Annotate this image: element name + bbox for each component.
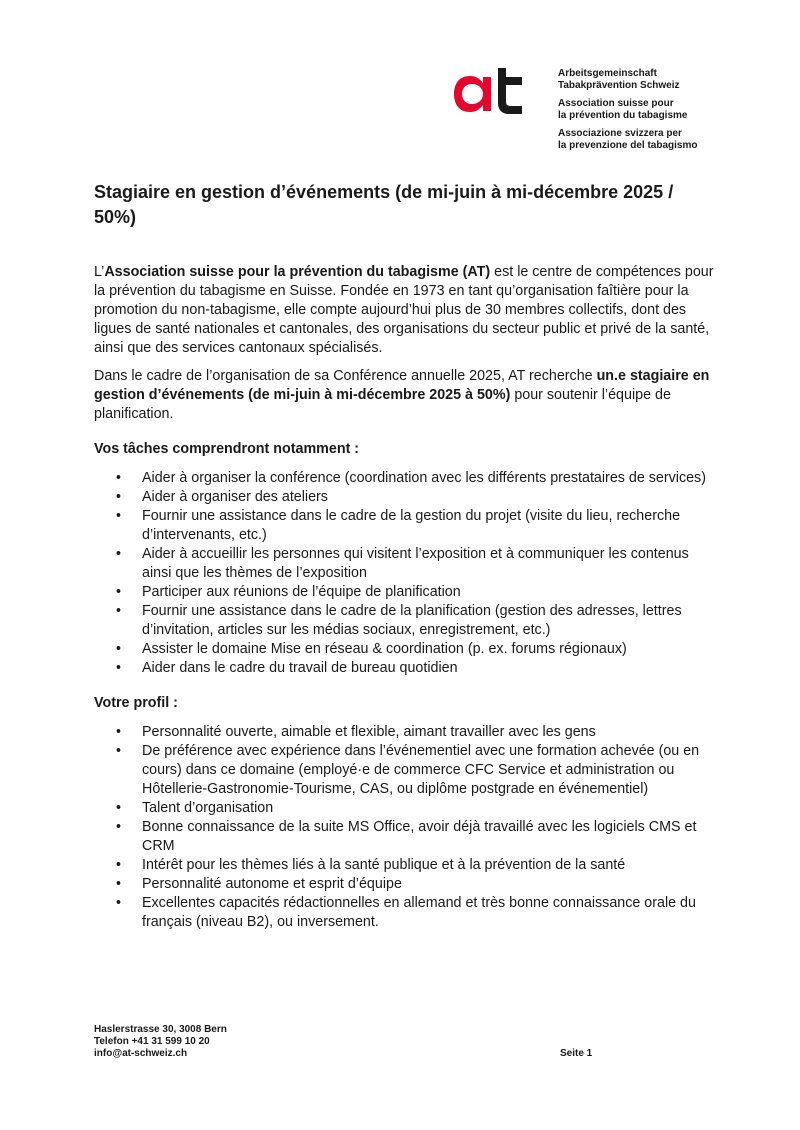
- list-item: • Participer aux réunions de l’équipe de planification: [116, 584, 461, 600]
- list-item: • Fournir une assistance dans le cadre de la gestion du projet (visite du lieu, recherche d’intervenants, etc.): [116, 508, 681, 543]
- list-item: • De préférence avec expérience dans l’événementiel avec une formation achevée (ou en cours) dans ce domaine (employé·e de commerce CFC Service et administration ou Hôtellerie-Gastronomie-Tourisme, CAS, ou diplôme postgrade en événementiel): [116, 743, 700, 797]
- logo-letter-a: [454, 76, 491, 112]
- list-item: • Bonne connaissance de la suite MS Office, avoir déjà travaillé avec les logiciels CMS et CRM: [116, 819, 697, 854]
- org-name-fr: Association suisse pour la prévention du tabagisme: [558, 98, 688, 121]
- list-item: • Aider dans le cadre du travail de bureau quotidien: [116, 660, 458, 676]
- organisation-names: [558, 68, 788, 158]
- org-name-it: Associazione svizzera per la prevenzione del tabagismo: [558, 128, 698, 151]
- page-number: Seite 1: [560, 1048, 593, 1059]
- list-item: • Excellentes capacités rédactionnelles en allemand et très bonne connaissance orale du français (niveau B2), ou inversement.: [116, 895, 696, 930]
- footer-phone: Telefon +41 31 599 10 20: [94, 1036, 210, 1047]
- list-item: • Personnalité ouverte, aimable et flexible, aimant travailler avec les gens: [116, 724, 596, 740]
- logo-letter-t: [498, 68, 522, 114]
- tasks-heading: Vos tâches comprendront notamment :: [94, 441, 360, 457]
- list-item: • Intérêt pour les thèmes liés à la santé publique et à la prévention de la santé: [116, 857, 626, 873]
- footer-address: Haslerstrasse 30, 3008 Bern: [94, 1024, 227, 1035]
- list-item: • Personnalité autonome et esprit d’équipe: [116, 876, 402, 892]
- at-logo-graphic: [452, 64, 528, 122]
- intro-paragraph-2: Dans le cadre de l’organisation de sa Conférence annuelle 2025, AT recherche un.e stagiaire en gestion d’événements (de mi-juin à mi-décembre 2025 à 50%) pour soutenir l’équipe de planification.: [94, 368, 710, 422]
- profile-list: [94, 723, 714, 932]
- list-item: • Fournir une assistance dans le cadre de la planification (gestion des adresses, lettres d’invitation, articles sur les médias sociaux, enregistrement, etc.): [116, 603, 682, 638]
- tasks-list: [94, 469, 714, 678]
- at-logo: [452, 64, 528, 122]
- list-item: • Aider à organiser la conférence (coordination avec les différents prestataires de services): [116, 470, 706, 486]
- list-item: • Aider à organiser des ateliers: [116, 489, 328, 505]
- profile-heading: Votre profil :: [94, 695, 178, 711]
- footer-email: info@at-schweiz.ch: [94, 1048, 188, 1059]
- page-title: Stagiaire en gestion d’événements (de mi-juin à mi-décembre 2025 / 50%): [94, 182, 674, 227]
- document-body: [94, 263, 714, 932]
- org-name-de: Arbeitsgemeinschaft Tabakprävention Schweiz: [558, 68, 680, 91]
- list-item: • Aider à accueillir les personnes qui visitent l’exposition et à communiquer les contenus ainsi que les thèmes de l’exposition: [116, 546, 689, 581]
- list-item: • Talent d’organisation: [116, 800, 274, 816]
- intro-paragraph-1: L’Association suisse pour la prévention du tabagisme (AT) est le centre de compétences pour la prévention du tabagisme en Suisse. Fondée en 1973 en tant qu’organisation faîtière pour la promotion du non-tabagisme, elle compte aujourd’hui plus de 30 membres collectifs, dont des ligues de santé nationales et cantonales, des organisations du secteur public et privé de la santé, ainsi que des services cantonaux spécialisés.: [94, 264, 714, 356]
- list-item: • Assister le domaine Mise en réseau & coordination (p. ex. forums régionaux): [116, 641, 627, 657]
